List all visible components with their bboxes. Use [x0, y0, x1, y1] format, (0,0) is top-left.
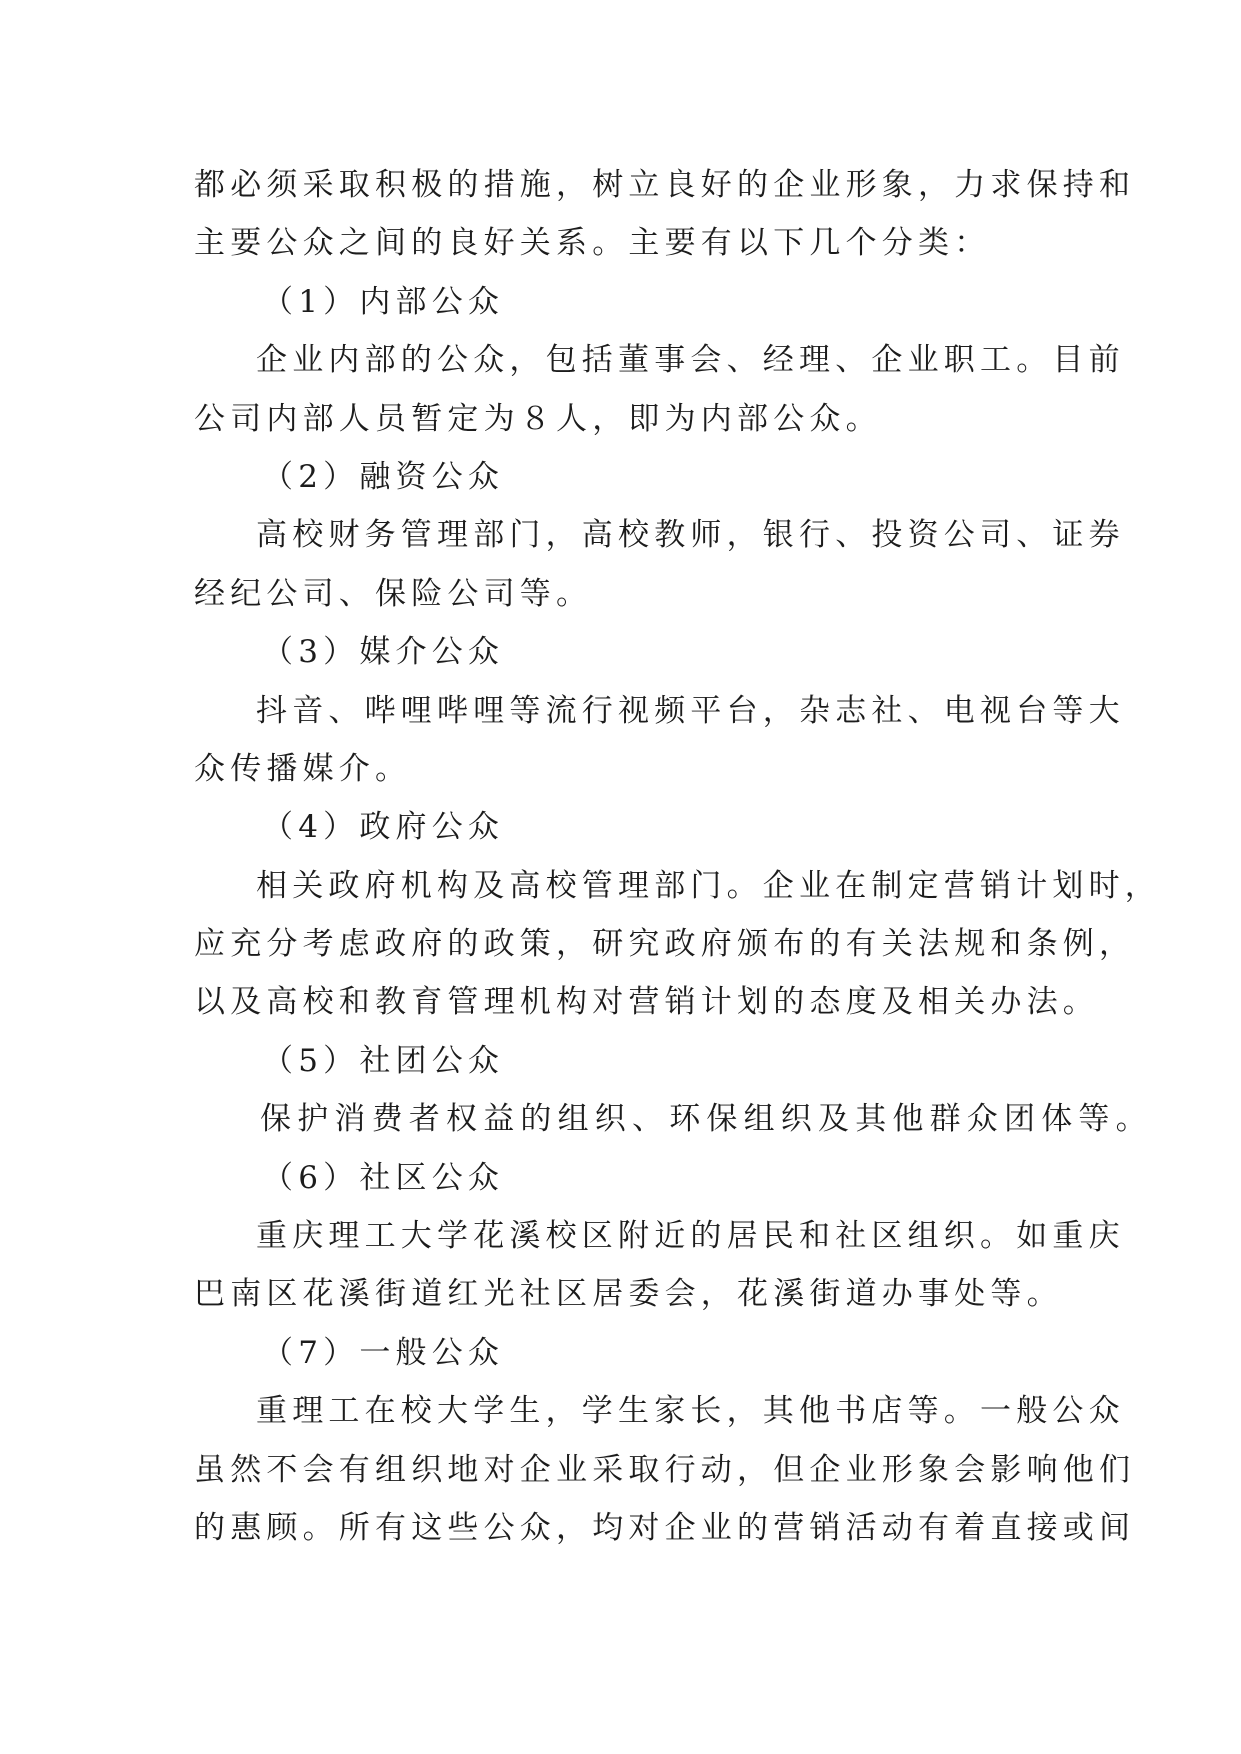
paragraph-line: 抖音、哔哩哔哩等流行视频平台，杂志社、电视台等大 [256, 692, 1125, 729]
body-text [194, 156, 1161, 1557]
paragraph-line: 巴南区花溪街道红光社区居委会，花溪街道办事处等。 [194, 1276, 1063, 1313]
paragraph-line: 公司内部人员暂定为８人，即为内部公众。 [194, 400, 882, 437]
paragraph-line: 都必须采取积极的措施，树立良好的企业形象，力求保持和 [194, 167, 1136, 203]
paragraph-line: 应充分考虑政府的政策，研究政府颁布的有关法规和条例， [194, 926, 1136, 963]
section-heading: （2）融资公众 [262, 458, 505, 495]
paragraph-line: 高校财务管理部门，高校教师，银行、投资公司、证券 [256, 517, 1125, 554]
section-heading: （1）内部公众 [262, 283, 505, 320]
paragraph-line: 虽然不会有组织地对企业采取行动，但企业形象会影响他们 [194, 1451, 1136, 1488]
paragraph-line: 的惠顾。所有这些公众，均对企业的营销活动有着直接或间 [194, 1509, 1136, 1546]
section-heading: （5）社团公众 [262, 1042, 505, 1079]
paragraph-line: 相关政府机构及高校管理部门。企业在制定营销计划时， [256, 867, 1161, 904]
paragraph-line: 重庆理工大学花溪校区附近的居民和社区组织。如重庆 [256, 1218, 1125, 1255]
section-heading: （6）社区公众 [262, 1159, 505, 1196]
section-heading: （7）一般公众 [262, 1334, 505, 1371]
paragraph-line: 重理工在校大学生，学生家长，其他书店等。一般公众 [256, 1393, 1125, 1430]
section-heading: （3）媒介公众 [262, 634, 505, 671]
paragraph-line: 众传播媒介。 [194, 750, 412, 787]
paragraph-line: 企业内部的公众，包括董事会、经理、企业职工。目前 [256, 342, 1125, 379]
paragraph-line: 经纪公司、保险公司等。 [194, 575, 593, 612]
paragraph-line: 以及高校和教育管理机构对营销计划的态度及相关办法。 [194, 984, 1099, 1021]
paragraph-line: 主要公众之间的良好关系。主要有以下几个分类： [194, 225, 991, 262]
section-heading: （4）政府公众 [262, 809, 505, 846]
paragraph-line: 保护消费者权益的组织、环保组织及其他群众团体等。 [260, 1101, 1153, 1138]
